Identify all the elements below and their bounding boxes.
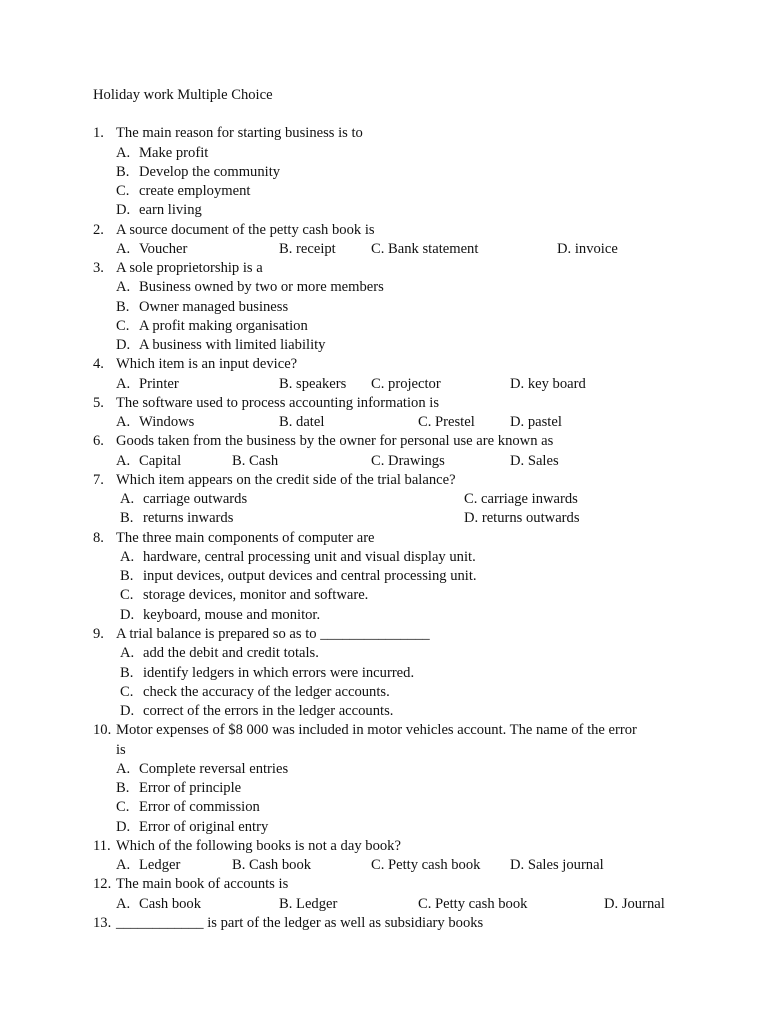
question-text: Which item is an input device? [116, 356, 298, 372]
option-text: C. Bank statement [371, 241, 479, 257]
question-text: A trial balance is prepared so as to _______________ [116, 626, 430, 642]
option-text: Error of original entry [139, 819, 269, 835]
question-number: 13. [93, 915, 112, 931]
option-letter: B. [116, 299, 130, 315]
option-row [0, 145, 768, 164]
option-letter: D. [116, 202, 131, 218]
page-title: Holiday work Multiple Choice [93, 87, 273, 103]
option-text: B. receipt [279, 241, 336, 257]
option-text: D. Sales [510, 453, 559, 469]
option-row [0, 376, 768, 395]
question-1 [0, 125, 768, 144]
question-13 [0, 915, 768, 934]
option-row [0, 780, 768, 799]
option-text: D. pastel [510, 414, 562, 430]
question-text: The software used to process accounting information is [116, 395, 440, 411]
option-letter: A. [116, 145, 131, 161]
option-text: Develop the community [139, 164, 281, 180]
question-text: Which of the following books is not a day book? [116, 838, 401, 854]
option-row [0, 202, 768, 221]
option-text: Cash book [139, 896, 202, 912]
option-letter: B. [120, 510, 134, 526]
option-letter: A. [120, 549, 135, 565]
question-3 [0, 260, 768, 279]
question-number: 3. [93, 260, 104, 276]
option-text: storage devices, monitor and software. [143, 587, 369, 603]
option-text: C. Drawings [371, 453, 445, 469]
question-4 [0, 356, 768, 375]
question-text: Which item appears on the credit side of the trial balance? [116, 472, 456, 488]
question-text: A sole proprietorship is a [116, 260, 263, 276]
option-letter: C. [116, 318, 130, 334]
option-text: add the debit and credit totals. [143, 645, 319, 661]
option-text: identify ledgers in which errors were incurred. [143, 665, 415, 681]
option-row [0, 819, 768, 838]
option-row [0, 318, 768, 337]
question-number: 2. [93, 222, 104, 238]
option-text: D. Journal [604, 896, 665, 912]
option-row [0, 299, 768, 318]
option-letter: A. [116, 376, 131, 392]
question-text-continued [0, 742, 768, 761]
option-letter: A. [116, 279, 131, 295]
option-letter: A. [116, 761, 131, 777]
question-2 [0, 222, 768, 241]
option-letter: D. [120, 607, 135, 623]
question-5 [0, 395, 768, 414]
option-text: D. returns outwards [464, 510, 580, 526]
option-row [0, 241, 768, 260]
option-letter: B. [116, 780, 130, 796]
question-8 [0, 530, 768, 549]
question-text: Goods taken from the business by the owner for personal use are known as [116, 433, 554, 449]
option-row [0, 164, 768, 183]
option-text: D. invoice [557, 241, 618, 257]
option-letter: A. [120, 491, 135, 507]
option-row [0, 337, 768, 356]
option-row [0, 279, 768, 298]
option-text: Capital [139, 453, 182, 469]
option-text: B. datel [279, 414, 325, 430]
option-row [0, 607, 768, 626]
option-text: create employment [139, 183, 251, 199]
option-text: check the accuracy of the ledger accounts. [143, 684, 390, 700]
option-row [0, 665, 768, 684]
question-6 [0, 433, 768, 452]
question-text: The main reason for starting business is to [116, 125, 363, 141]
option-text: Error of principle [139, 780, 242, 796]
option-letter: D. [116, 819, 131, 835]
option-text: B. Cash book [232, 857, 312, 873]
option-row [0, 587, 768, 606]
option-text: keyboard, mouse and monitor. [143, 607, 321, 623]
option-text: Printer [139, 376, 179, 392]
option-text: C. Petty cash book [371, 857, 481, 873]
option-text: Business owned by two or more members [139, 279, 384, 295]
option-text: B. Cash [232, 453, 279, 469]
option-letter: A. [116, 414, 131, 430]
option-letter: A. [116, 896, 131, 912]
question-text: is [116, 742, 126, 758]
option-row [0, 857, 768, 876]
option-row [0, 568, 768, 587]
option-letter: D. [120, 703, 135, 719]
question-number: 4. [93, 356, 104, 372]
question-11 [0, 838, 768, 857]
option-text: correct of the errors in the ledger accounts. [143, 703, 394, 719]
question-9 [0, 626, 768, 645]
option-text: carriage outwards [143, 491, 248, 507]
option-text: C. Petty cash book [418, 896, 528, 912]
option-letter: C. [116, 183, 130, 199]
option-letter: C. [120, 587, 134, 603]
option-text: Owner managed business [139, 299, 289, 315]
question-number: 5. [93, 395, 104, 411]
option-row [0, 510, 768, 529]
question-number: 6. [93, 433, 104, 449]
option-text: earn living [139, 202, 202, 218]
option-text: C. projector [371, 376, 441, 392]
option-row [0, 414, 768, 433]
option-letter: B. [120, 665, 134, 681]
option-row [0, 549, 768, 568]
option-row [0, 645, 768, 664]
question-number: 11. [93, 838, 111, 854]
option-row [0, 799, 768, 818]
option-letter: A. [120, 645, 135, 661]
option-text: C. Prestel [418, 414, 475, 430]
option-row [0, 703, 768, 722]
option-text: Voucher [139, 241, 188, 257]
question-text: The three main components of computer are [116, 530, 375, 546]
option-letter: B. [116, 164, 130, 180]
option-text: B. speakers [279, 376, 347, 392]
question-text: Motor expenses of $8 000 was included in motor vehicles account. The name of the error [116, 722, 637, 738]
option-row [0, 684, 768, 703]
option-text: C. carriage inwards [464, 491, 578, 507]
option-text: B. Ledger [279, 896, 338, 912]
option-letter: C. [116, 799, 130, 815]
option-letter: A. [116, 453, 131, 469]
option-row [0, 896, 768, 915]
option-row [0, 761, 768, 780]
option-text: Complete reversal entries [139, 761, 289, 777]
option-text: D. key board [510, 376, 586, 392]
option-row [0, 491, 768, 510]
option-text: A business with limited liability [139, 337, 326, 353]
question-number: 1. [93, 125, 104, 141]
question-number: 7. [93, 472, 104, 488]
option-row [0, 183, 768, 202]
question-text: The main book of accounts is [116, 876, 289, 892]
option-text: input devices, output devices and central processing unit. [143, 568, 477, 584]
option-text: hardware, central processing unit and visual display unit. [143, 549, 476, 565]
question-number: 9. [93, 626, 104, 642]
question-7 [0, 472, 768, 491]
question-number: 10. [93, 722, 112, 738]
question-text: A source document of the petty cash book is [116, 222, 375, 238]
option-letter: B. [120, 568, 134, 584]
question-text: ____________ is part of the ledger as well as subsidiary books [116, 915, 484, 931]
question-number: 12. [93, 876, 112, 892]
option-letter: C. [120, 684, 134, 700]
option-letter: A. [116, 857, 131, 873]
option-text: Ledger [139, 857, 181, 873]
option-text: Make profit [139, 145, 209, 161]
option-row [0, 453, 768, 472]
option-text: D. Sales journal [510, 857, 604, 873]
option-text: Windows [139, 414, 195, 430]
option-letter: A. [116, 241, 131, 257]
option-letter: D. [116, 337, 131, 353]
option-text: returns inwards [143, 510, 234, 526]
question-12 [0, 876, 768, 895]
option-text: Error of commission [139, 799, 260, 815]
question-10 [0, 722, 768, 741]
question-number: 8. [93, 530, 104, 546]
option-text: A profit making organisation [139, 318, 308, 334]
